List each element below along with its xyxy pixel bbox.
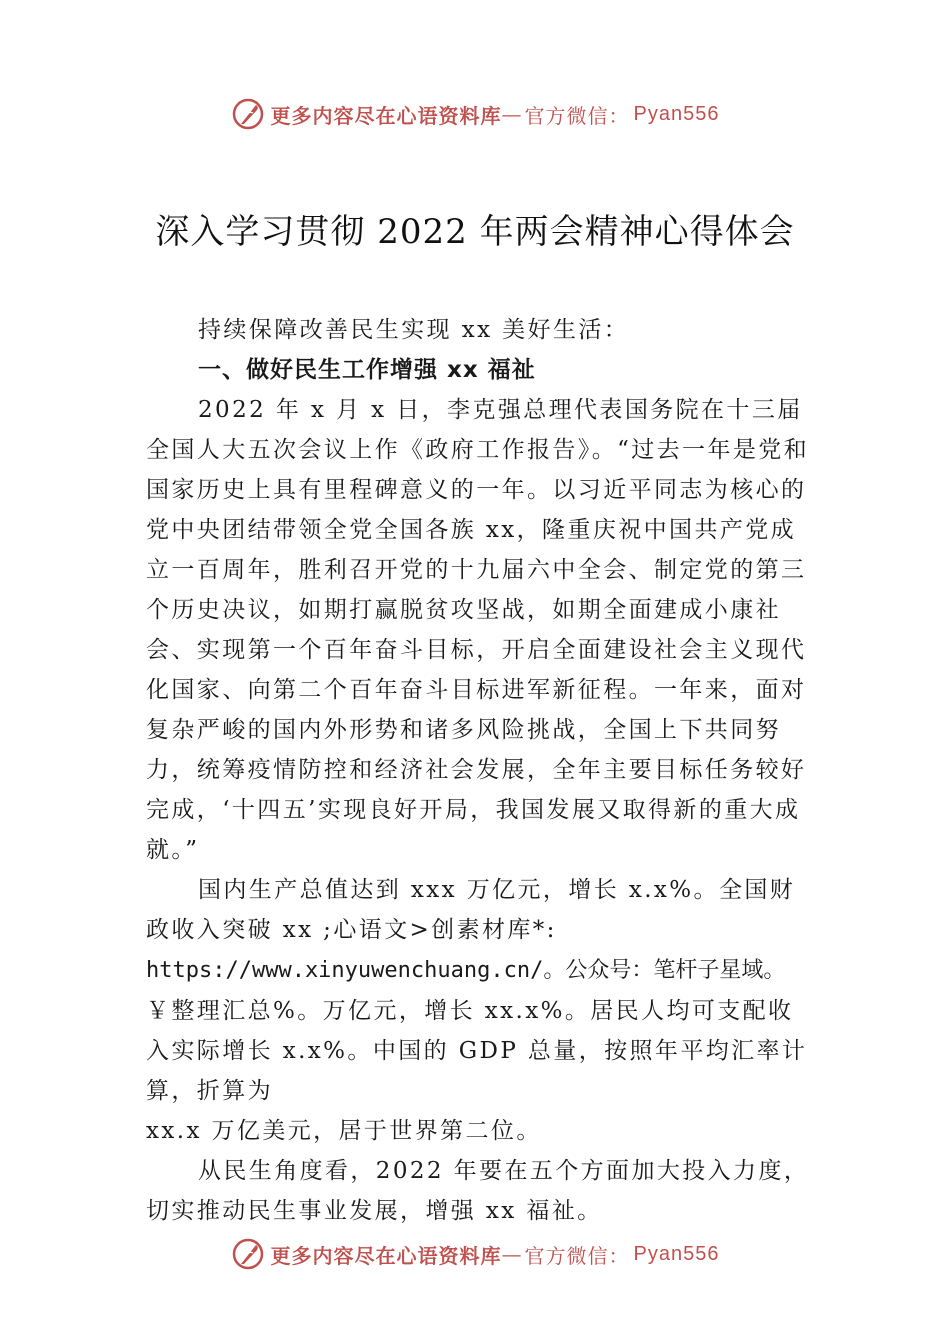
footer-separator: — (501, 1242, 523, 1266)
footer-brand: 更多内容尽在心语资料库 (270, 1243, 502, 1268)
paragraph-2-url (146, 950, 816, 991)
header-wechat-id: Pyan556 (633, 102, 720, 125)
intro-line: 持续保障改善民生实现 xx 美好生活： (198, 317, 630, 343)
paragraph-2-part-2: ￥整理汇总%。万亿元，增长 xx.x%。居民人均可支配收入实际增长 x.x%。中国的 GDP 总量，按照年平均汇率计算，折算为 (146, 998, 808, 1104)
paragraph-2-part-1: 国内生产总值达到 xxx 万亿元，增长 x.x%。全国财政收入突破 xx ;心语文>创素材库*: (146, 877, 796, 943)
header-banner (0, 94, 950, 134)
paragraph-2-part-3: xx.x 万亿美元，居于世界第二位。 (146, 1118, 542, 1144)
feather-pen-circle-icon (231, 1237, 265, 1271)
footer-banner (0, 1234, 950, 1274)
paragraph-1: 2022 年 x 月 x 日，李克强总理代表国务院在十三届全国人大五次会议上作《政府工作报告》。“过去一年是党和国家历史上具有里程碑意义的一年。以习近平同志为核心的党中央团结带领全党全国各族 xx，隆重庆祝中国共产党成立一百周年，胜利召开党的十九届六中全会、制定党的第三个历史决议，如期打赢脱贫攻坚战，如期全面建成小康社会、实现第一个百年奋斗目标，开启全面建设社会主义现代化国家、向第二个百年奋斗目标进军新征程。一年来，面对复杂严峻的国内外形势和诸多风险挑战，全国上下共同努力，统筹疫情防控和经济社会发展，全年主要目标任务较好完成，‘十四五’实现良好开局，我国发展又取得新的重大成就。” (146, 397, 810, 863)
footer-wechat-id: Pyan556 (633, 1242, 720, 1265)
document-body (146, 310, 816, 1231)
paragraph-3: 从民生角度看，2022 年要在五个方面加大投入力度，切实推动民生事业发展，增强 xx 福祉。 (146, 1158, 810, 1224)
feather-pen-circle-icon (231, 97, 265, 131)
header-brand: 更多内容尽在心语资料库 (270, 103, 502, 128)
source-url: https://www.xinyuwenchuang.cn/。公众号：笔杆子星域。 (146, 958, 786, 983)
footer-wechat-label: 官方微信： (524, 1243, 630, 1268)
header-wechat-label: 官方微信： (524, 103, 630, 128)
section-heading: 一、做好民生工作增强 xx 福祉 (198, 357, 536, 383)
document-title: 深入学习贯彻 2022 年两会精神心得体会 (155, 212, 795, 252)
header-separator: — (501, 102, 523, 126)
